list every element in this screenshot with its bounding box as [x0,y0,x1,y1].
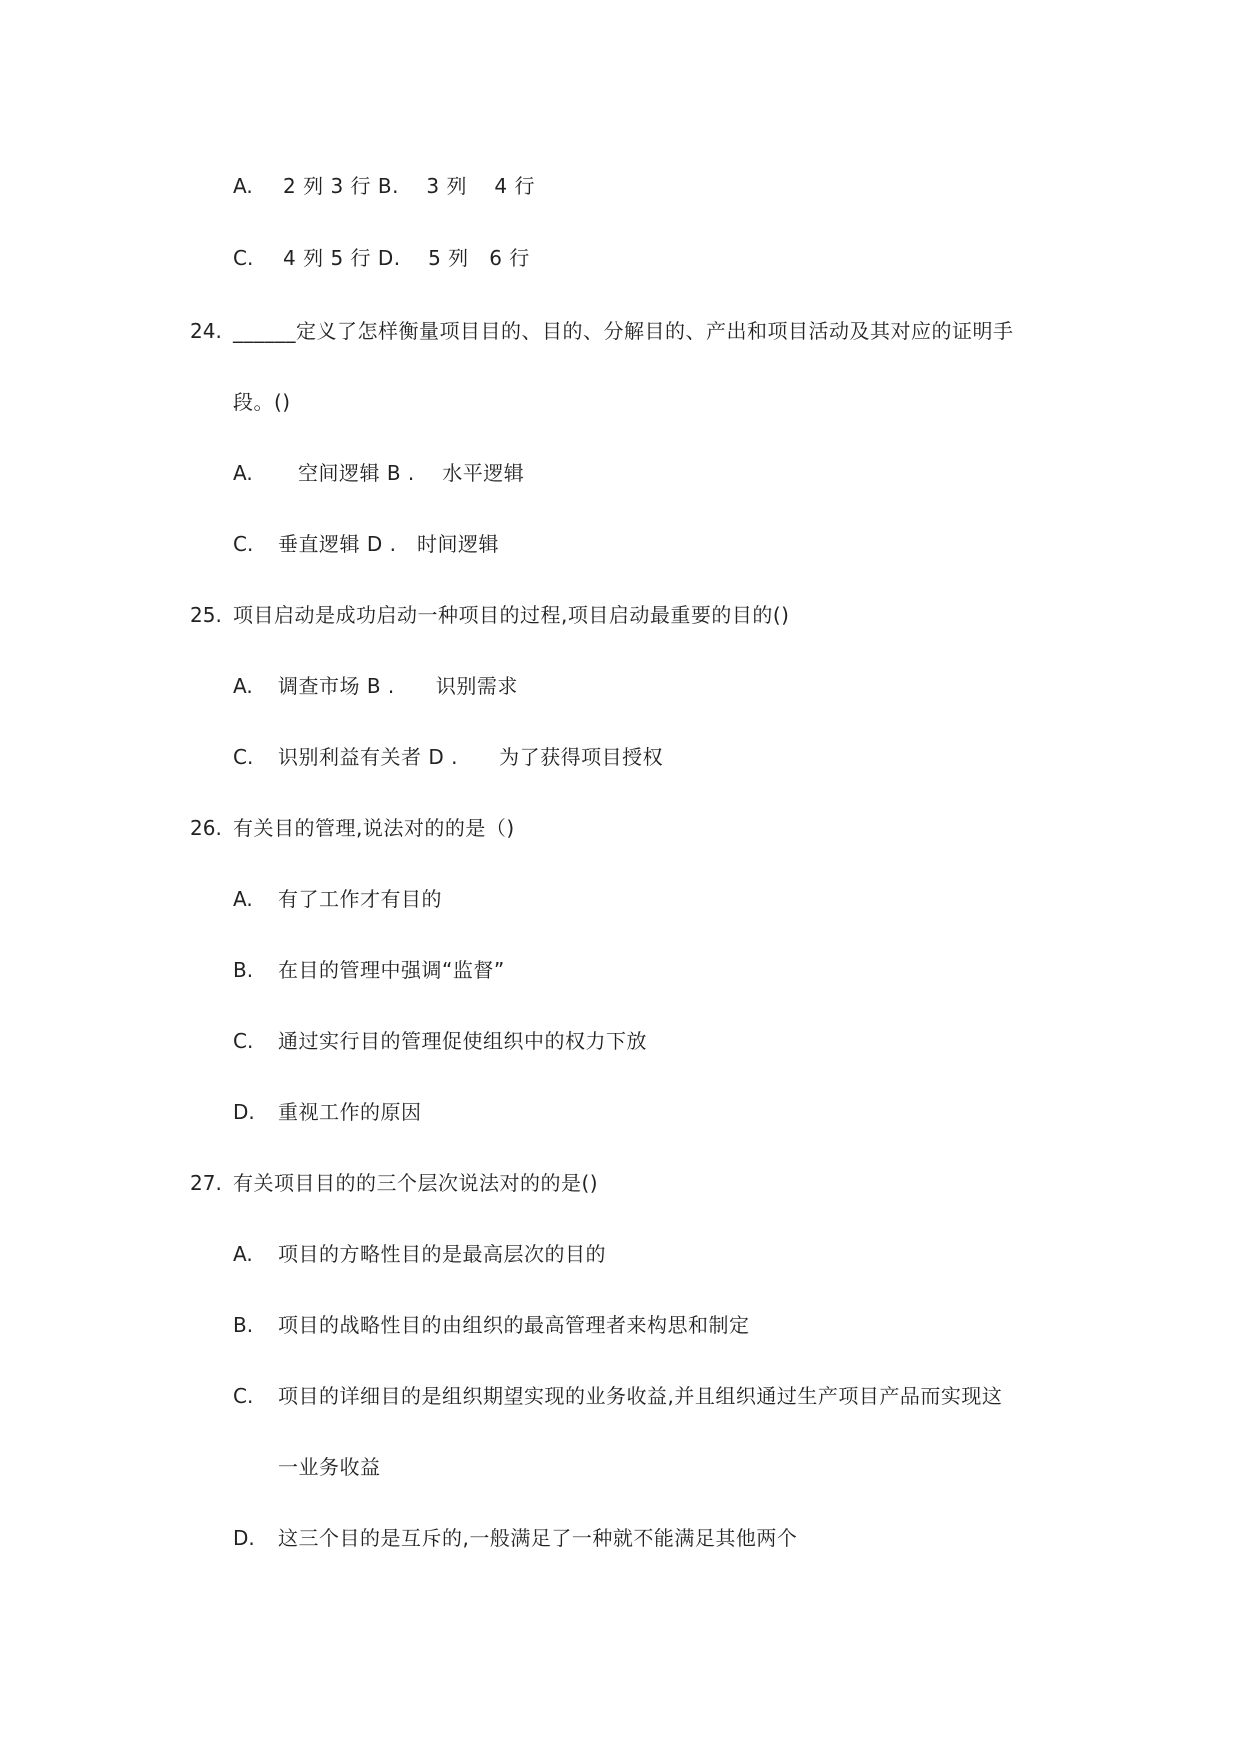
option-text: 项目的战略性目的由组织的最高管理者来构思和制定 [278,1313,750,1337]
option-label-a: A. [233,887,253,911]
question-number: 26. [190,816,222,840]
option-text: 这三个目的是互斥的,一般满足了一种就不能满足其他两个 [278,1526,798,1550]
option-text: 项目的方略性目的是最高层次的目的 [278,1242,606,1266]
question-stem: 项目启动是成功启动一种项目的过程,项目启动最重要的目的() [233,603,790,627]
question-stem-continuation: 段。() [233,390,291,414]
option-label-c: C. [233,745,254,769]
question-number: 27. [190,1171,222,1195]
option-text: 有了工作才有目的 [278,887,442,911]
option-text: 重视工作的原因 [278,1100,422,1124]
option-label-c: C. [233,1029,254,1053]
option-label-c: C. [233,246,254,270]
option-text: 4 列 5 行 D. 5 列 6 行 [283,246,530,270]
option-label-a: A. [233,461,253,485]
question-number: 24. [190,319,222,343]
option-label-c: C. [233,532,254,556]
option-text: 项目的详细目的是组织期望实现的业务收益,并且组织通过生产项目产品而实现这 [278,1384,1003,1408]
option-label-c: C. [233,1384,254,1408]
option-label-a: A. [233,674,253,698]
option-label-b: B. [233,958,254,982]
option-label-d: D. [233,1100,255,1124]
option-label-b: B. [233,1313,254,1337]
option-text: 空间逻辑 B . 水平逻辑 [298,461,525,485]
option-text: 识别利益有关者 D . 为了获得项目授权 [278,745,664,769]
option-label-d: D. [233,1526,255,1550]
question-number: 25. [190,603,222,627]
option-text: 调查市场 B . 识别需求 [278,674,518,698]
question-stem: 有关项目目的的三个层次说法对的的是() [233,1171,599,1195]
option-label-a: A. [233,1242,253,1266]
option-label-a: A. [233,174,253,198]
question-stem: ______定义了怎样衡量项目目的、目的、分解目的、产出和项目活动及其对应的证明手 [233,319,1014,343]
option-text: 在目的管理中强调“监督” [278,958,505,982]
option-text: 2 列 3 行 B. 3 列 4 行 [283,174,535,198]
option-text: 通过实行目的管理促使组织中的权力下放 [278,1029,647,1053]
option-text: 垂直逻辑 D . 时间逻辑 [278,532,500,556]
option-text-continuation: 一业务收益 [278,1455,381,1479]
question-stem: 有关目的管理,说法对的的是（) [233,816,515,840]
